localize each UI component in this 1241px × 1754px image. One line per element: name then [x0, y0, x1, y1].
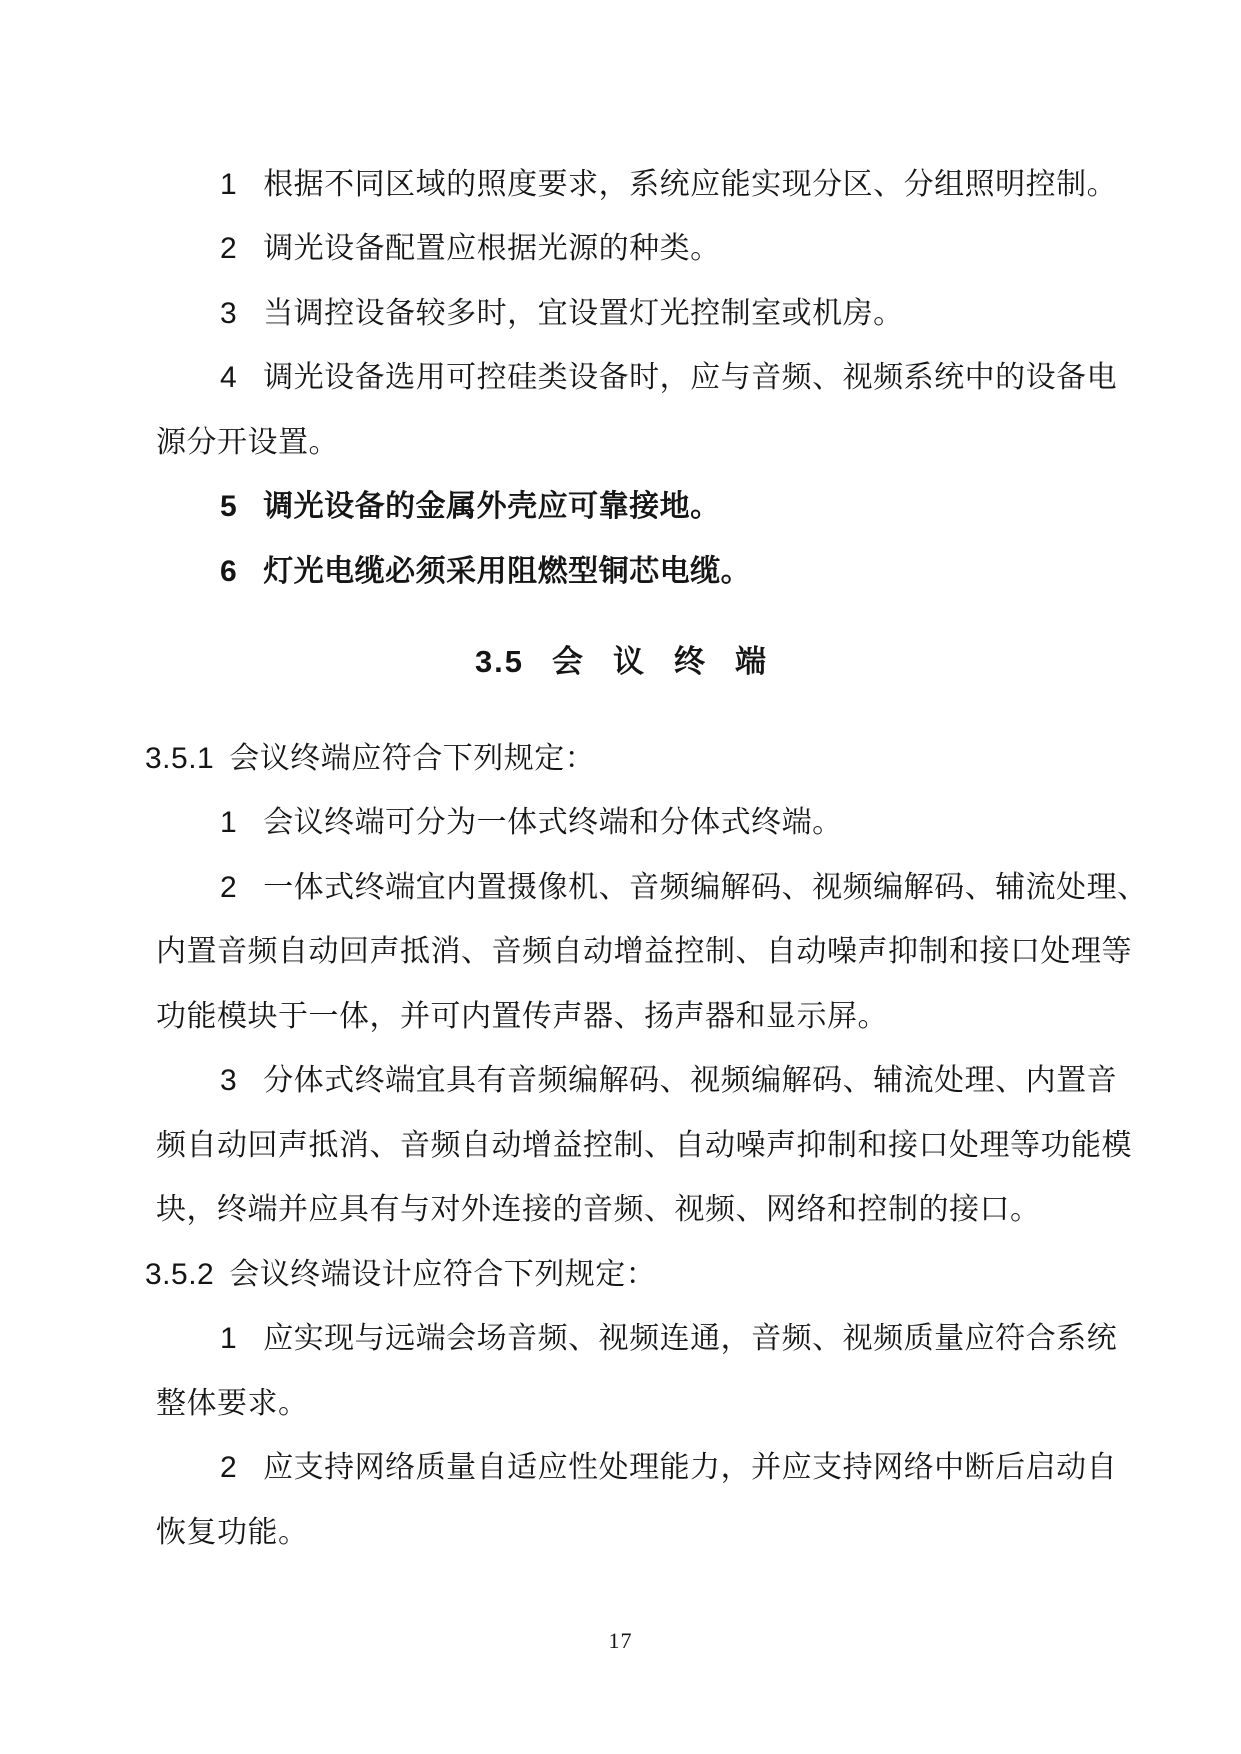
clause-text: 会议终端设计应符合下列规定： — [229, 1258, 657, 1291]
item-text: 调光设备配置应根据光源的种类。 — [263, 232, 721, 265]
paragraph-text: 功能模块于一体，并可内置传声器、扬声器和显示屏。 — [156, 1000, 888, 1033]
page-number: 17 — [608, 1628, 633, 1653]
list-item-line-bold — [220, 555, 751, 589]
clause-text: 会议终端应符合下列规定： — [229, 742, 596, 775]
paragraph-text: 频自动回声抵消、音频自动增益控制、自动噪声抑制和接口处理等功能模 — [156, 1129, 1132, 1162]
item-number: 2 — [220, 871, 238, 904]
item-number: 5 — [220, 490, 238, 523]
item-number: 3 — [220, 1064, 238, 1097]
item-text: 分体式终端宜具有音频编解码、视频编解码、辅流处理、内置音 — [263, 1064, 1118, 1097]
item-text: 当调控设备较多时，宜设置灯光控制室或机房。 — [263, 297, 904, 330]
section-number: 3.5 — [474, 644, 525, 679]
paragraph-continuation-line — [156, 1516, 309, 1550]
paragraph-continuation-line — [156, 1193, 1041, 1227]
list-item-line-bold — [220, 490, 721, 524]
paragraph-text: 恢复功能。 — [156, 1516, 309, 1549]
item-text: 调光设备选用可控硅类设备时，应与音频、视频系统中的设备电 — [263, 361, 1118, 394]
section-title: 会议终端 — [552, 644, 797, 679]
paragraph-continuation-line — [156, 935, 1132, 969]
item-text: 一体式终端宜内置摄像机、音频编解码、视频编解码、辅流处理、 — [263, 871, 1148, 904]
paragraph-continuation-line — [156, 1000, 888, 1034]
clause-number: 3.5.2 — [145, 1258, 215, 1291]
item-number: 2 — [220, 1451, 238, 1484]
item-text: 灯光电缆必须采用阻燃型铜芯电缆。 — [263, 555, 752, 588]
list-item-line — [220, 806, 843, 840]
item-text: 根据不同区域的照度要求，系统应能实现分区、分组照明控制。 — [263, 168, 1118, 201]
paragraph-text: 内置音频自动回声抵消、音频自动增益控制、自动噪声抑制和接口处理等 — [156, 935, 1132, 968]
item-number: 6 — [220, 555, 238, 588]
item-number: 1 — [220, 1322, 238, 1355]
item-text: 调光设备的金属外壳应可靠接地。 — [263, 490, 721, 523]
clause-line — [145, 742, 595, 776]
list-item-line — [220, 361, 1117, 395]
paragraph-text: 源分开设置。 — [156, 426, 339, 459]
list-item-line — [220, 1451, 1117, 1485]
clause-line — [145, 1258, 656, 1292]
paragraph-continuation-line — [156, 1129, 1132, 1163]
paragraph-text: 整体要求。 — [156, 1387, 309, 1420]
item-number: 1 — [220, 168, 238, 201]
list-item-line — [220, 168, 1117, 202]
section-heading — [0, 645, 1241, 679]
clause-number: 3.5.1 — [145, 742, 215, 775]
list-item-line — [220, 871, 1148, 905]
paragraph-continuation-line — [156, 1387, 309, 1421]
list-item-line — [220, 232, 721, 266]
item-number: 3 — [220, 297, 238, 330]
list-item-line — [220, 1064, 1117, 1098]
paragraph-text: 块，终端并应具有与对外连接的音频、视频、网络和控制的接口。 — [156, 1193, 1041, 1226]
list-item-line — [220, 297, 904, 331]
item-text: 应支持网络质量自适应性处理能力，并应支持网络中断后启动自 — [263, 1451, 1118, 1484]
item-number: 2 — [220, 232, 238, 265]
item-text: 应实现与远端会场音频、视频连通，音频、视频质量应符合系统 — [263, 1322, 1118, 1355]
item-text: 会议终端可分为一体式终端和分体式终端。 — [263, 806, 843, 839]
list-item-line — [220, 1322, 1117, 1356]
paragraph-continuation-line — [156, 426, 339, 460]
item-number: 1 — [220, 806, 238, 839]
item-number: 4 — [220, 361, 238, 394]
